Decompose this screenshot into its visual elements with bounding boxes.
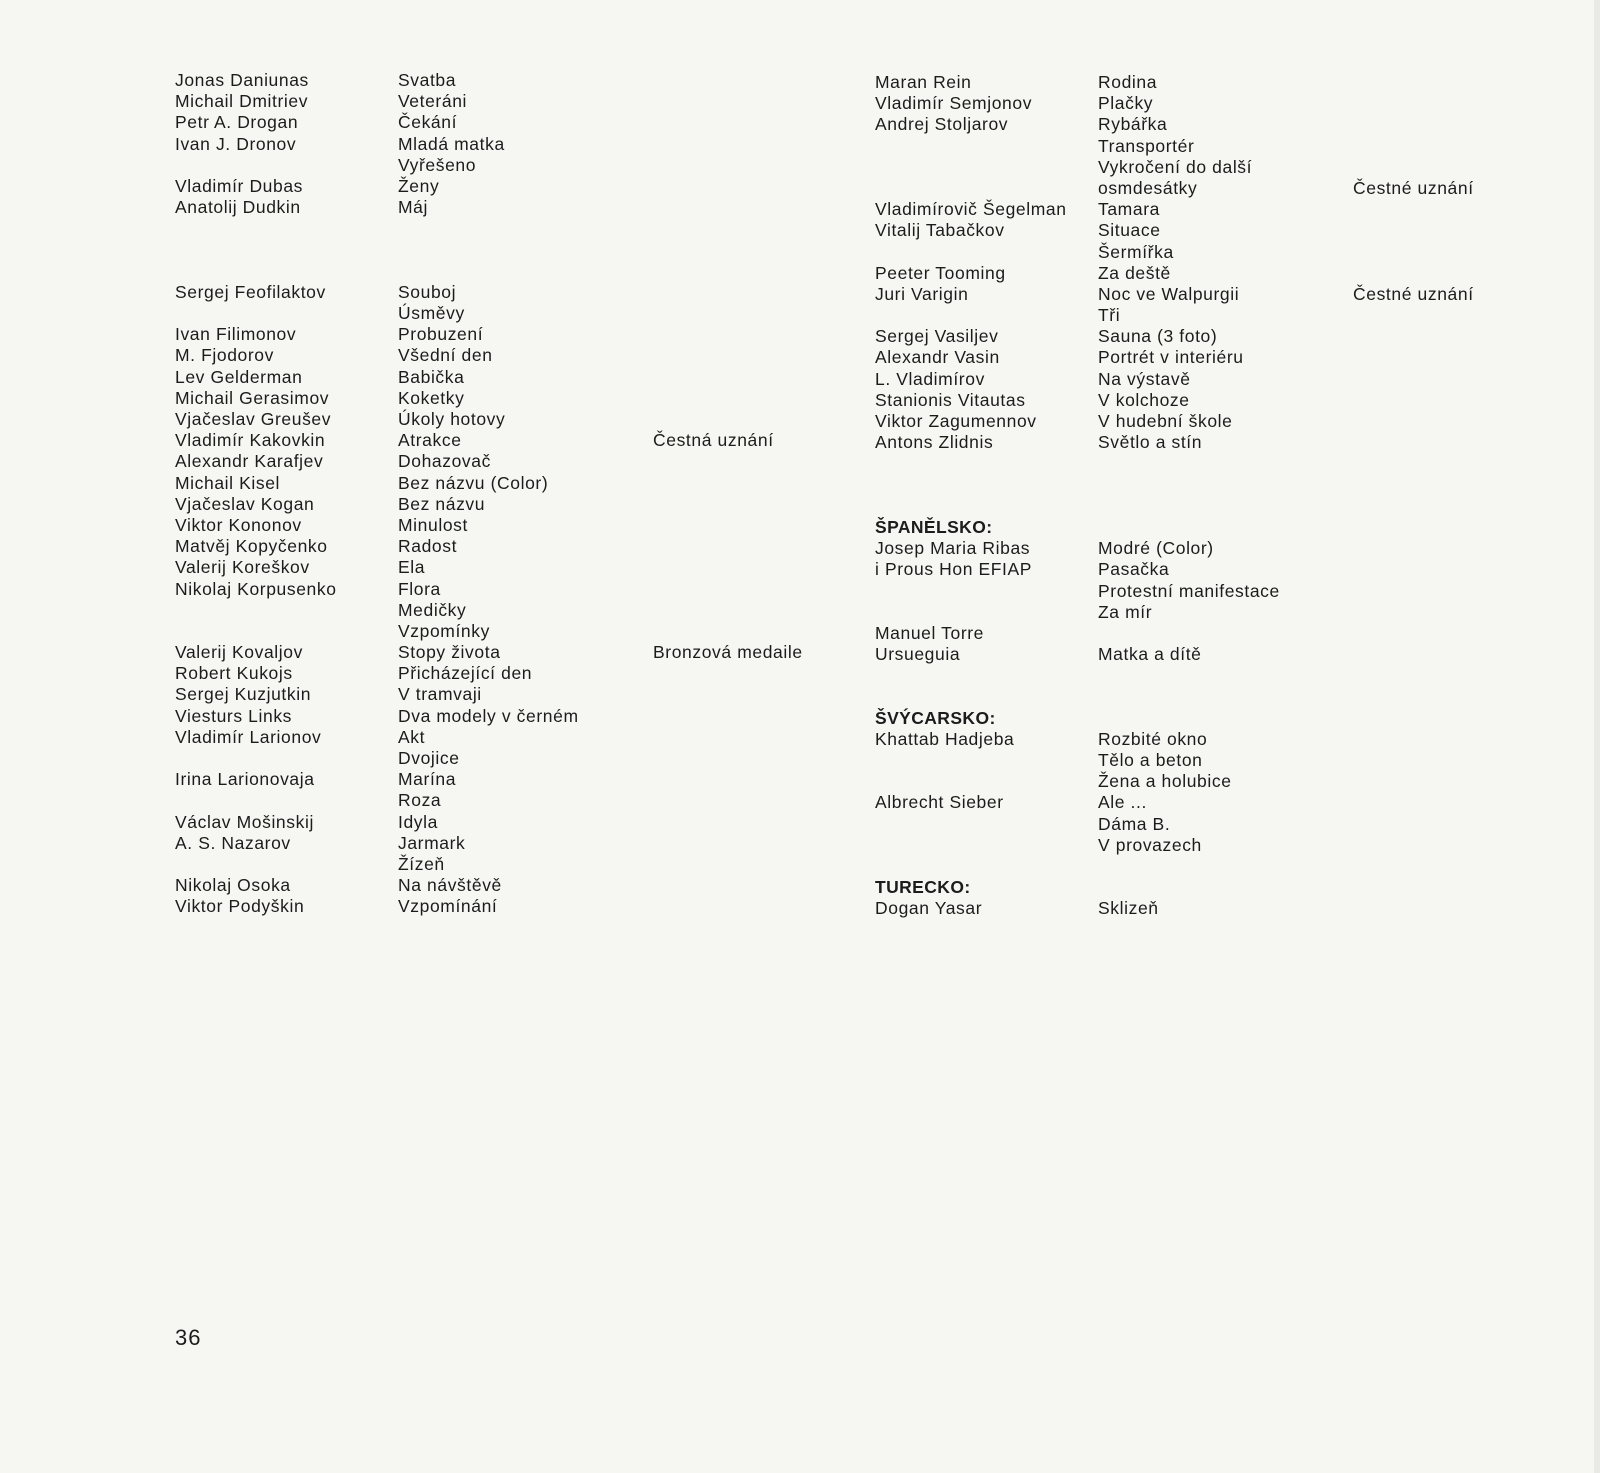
author-name: Michail Kisel xyxy=(175,472,281,493)
photo-title: Marína xyxy=(398,769,457,790)
author-name xyxy=(175,621,337,642)
award xyxy=(1353,93,1474,114)
award xyxy=(653,134,803,155)
photo-title: Souboj xyxy=(398,281,457,302)
author-name xyxy=(875,581,1067,602)
award xyxy=(1353,157,1474,178)
photo-title: Dvojice xyxy=(398,748,460,768)
award xyxy=(653,324,803,345)
photo-title: Rozbité okno xyxy=(1098,728,1208,749)
author-name: Anatolij Dudkin xyxy=(175,197,301,218)
author-name xyxy=(875,750,1067,771)
photo-title xyxy=(1098,623,1280,644)
author-name xyxy=(175,261,337,282)
author-name xyxy=(875,814,1067,835)
author-name: Ivan J. Dronov xyxy=(175,133,297,154)
award xyxy=(653,218,803,239)
photo-title: V provazech xyxy=(1098,834,1202,855)
award xyxy=(653,261,803,282)
photo-title xyxy=(1098,877,1280,898)
author-name xyxy=(875,475,1067,496)
author-name xyxy=(175,240,337,261)
author-name: Dogan Yasar xyxy=(875,898,983,919)
photo-title xyxy=(1098,517,1280,538)
photo-title: Protestní manifestace xyxy=(1098,580,1280,601)
author-name xyxy=(875,602,1067,623)
award: Bronzová medaile xyxy=(653,642,803,663)
author-name: Jonas Daniunas xyxy=(175,70,309,90)
award xyxy=(653,473,803,494)
author-name: Ivan Filimonov xyxy=(175,324,297,345)
photo-title xyxy=(1098,475,1280,496)
photo-title: Atrakce xyxy=(398,430,462,451)
photo-title: Šermířka xyxy=(1098,241,1174,262)
photo-title: Ela xyxy=(398,557,426,578)
author-name: Viesturs Links xyxy=(175,705,293,726)
author-name: L. Vladimírov xyxy=(875,368,985,389)
award xyxy=(1353,114,1474,135)
author-name xyxy=(175,854,337,875)
photo-title: Bez názvu (Color) xyxy=(398,472,549,493)
photo-title xyxy=(1098,856,1280,877)
left-awards-column xyxy=(653,70,803,663)
photo-title: Přicházející den xyxy=(398,663,533,684)
author-name: Vladimír Kakovkin xyxy=(175,430,326,451)
award xyxy=(653,388,803,409)
photo-title: Portrét v interiéru xyxy=(1098,347,1244,368)
photo-title xyxy=(1098,453,1280,474)
photo-title: Flora xyxy=(398,578,441,599)
author-name xyxy=(875,157,1067,178)
author-name: Ursueguia xyxy=(875,644,961,665)
photo-title: Dva modely v černém xyxy=(398,705,579,726)
photo-title xyxy=(1098,708,1280,729)
right-titles-column xyxy=(1098,72,1280,920)
award xyxy=(653,621,803,642)
author-name: Albrecht Sieber xyxy=(875,792,1004,813)
author-name xyxy=(875,856,1067,877)
award xyxy=(653,345,803,366)
author-name: Viktor Podyškin xyxy=(175,896,305,917)
award xyxy=(653,303,803,324)
photo-title: Úsměvy xyxy=(398,303,465,324)
photo-title: Koketky xyxy=(398,387,465,408)
photo-title: Světlo a stín xyxy=(1098,432,1203,453)
right-awards-column xyxy=(1353,72,1474,305)
author-name xyxy=(875,835,1067,856)
photo-title: Žena a holubice xyxy=(1098,771,1232,792)
award xyxy=(1353,72,1474,93)
author-name: Vladimírovič Šegelman xyxy=(875,199,1067,220)
author-name xyxy=(875,136,1067,157)
author-name xyxy=(175,218,337,239)
photo-title: Idyla xyxy=(398,811,438,832)
award: Čestné uznání xyxy=(1353,177,1474,198)
author-name xyxy=(175,303,337,324)
page-number: 36 xyxy=(175,1325,202,1350)
author-name: Vjačeslav Kogan xyxy=(175,493,315,514)
right-names-column xyxy=(875,72,1067,920)
author-name xyxy=(875,242,1067,263)
author-name: Irina Larionovaja xyxy=(175,769,315,790)
photo-title: Tři xyxy=(1098,305,1121,326)
country-heading: ŠPANĚLSKO: xyxy=(875,516,993,537)
award xyxy=(1353,199,1474,220)
photo-title: Na návštěvě xyxy=(398,875,502,896)
author-name: Alexandr Karafjev xyxy=(175,451,324,472)
photo-title: Dohazovač xyxy=(398,451,491,472)
photo-title: Sauna (3 foto) xyxy=(1098,326,1218,347)
award xyxy=(653,70,803,91)
photo-title: Mladá matka xyxy=(398,133,505,154)
photo-title xyxy=(398,240,579,261)
author-name: Andrej Stoljarov xyxy=(875,114,1009,135)
photo-title xyxy=(1098,686,1280,707)
award xyxy=(653,536,803,557)
author-name xyxy=(175,748,337,769)
photo-title: Modré (Color) xyxy=(1098,538,1214,559)
award xyxy=(653,579,803,600)
photo-title: osmdesátky xyxy=(1098,177,1198,198)
author-name: Vladimír Larionov xyxy=(175,726,322,747)
award xyxy=(653,515,803,536)
award xyxy=(653,557,803,578)
photo-title xyxy=(398,218,579,239)
author-name: Nikolaj Osoka xyxy=(175,875,291,896)
author-name: Juri Varigin xyxy=(875,283,969,304)
photo-title: Jarmark xyxy=(398,832,466,853)
award xyxy=(1353,220,1474,241)
author-name: Vladimír Dubas xyxy=(175,175,304,196)
author-name: Michail Gerasimov xyxy=(175,387,330,408)
photo-title: Veteráni xyxy=(398,91,468,112)
award xyxy=(653,91,803,112)
author-name xyxy=(875,178,1067,199)
author-name xyxy=(175,155,337,176)
author-name: Vladimír Semjonov xyxy=(875,93,1033,114)
photo-title: Tělo a beton xyxy=(1098,750,1203,770)
author-name: Manuel Torre xyxy=(875,622,985,643)
left-titles-column xyxy=(398,70,579,918)
photo-title: Vzpomínky xyxy=(398,620,490,641)
author-name: Valerij Koreškov xyxy=(175,557,310,578)
photo-title: Probuzení xyxy=(398,324,484,345)
award xyxy=(653,197,803,218)
photo-title: Matka a dítě xyxy=(1098,644,1202,665)
photo-title: Rodina xyxy=(1098,72,1158,92)
author-name xyxy=(875,305,1067,326)
photo-title: Vykročení do další xyxy=(1098,156,1253,177)
photo-title: Transportér xyxy=(1098,135,1195,156)
award xyxy=(653,494,803,515)
photo-title xyxy=(1098,665,1280,686)
photo-title: V kolchoze xyxy=(1098,389,1190,410)
photo-title: Svatba xyxy=(398,70,457,90)
author-name xyxy=(875,496,1067,517)
photo-title: Na výstavě xyxy=(1098,368,1191,389)
author-name: Michail Dmitriev xyxy=(175,91,309,112)
author-name xyxy=(175,600,337,621)
author-name: Viktor Zagumennov xyxy=(875,411,1037,431)
author-name: Matvěj Kopyčenko xyxy=(175,536,328,557)
award xyxy=(653,367,803,388)
author-name: Václav Mošinskij xyxy=(175,811,314,832)
photo-title: Máj xyxy=(398,197,428,218)
author-name: Alexandr Vasin xyxy=(875,347,1000,368)
photo-title xyxy=(398,261,579,282)
award xyxy=(1353,136,1474,157)
award xyxy=(1353,263,1474,284)
photo-title: Akt xyxy=(398,726,426,747)
author-name xyxy=(175,790,337,811)
photo-title: Rybářka xyxy=(1098,114,1168,135)
author-name: i Prous Hon EFIAP xyxy=(875,559,1033,580)
author-name: Petr A. Drogan xyxy=(175,112,299,133)
author-name xyxy=(875,771,1067,792)
award xyxy=(653,451,803,472)
award xyxy=(653,409,803,430)
author-name: Robert Kukojs xyxy=(175,663,293,684)
author-name: Viktor Kononov xyxy=(175,514,302,535)
author-name: Valerij Kovaljov xyxy=(175,642,303,663)
author-name xyxy=(875,686,1067,707)
photo-title: Ženy xyxy=(398,175,440,196)
award: Čestné uznání xyxy=(1353,283,1474,304)
photo-title xyxy=(1098,496,1280,517)
left-names-column xyxy=(175,70,337,918)
photo-title: Bez názvu xyxy=(398,493,486,514)
award xyxy=(653,176,803,197)
author-name: Vjačeslav Greušev xyxy=(175,409,332,429)
author-name: Maran Rein xyxy=(875,72,972,92)
author-name: Vitalij Tabačkov xyxy=(875,220,1005,241)
photo-title: Za deště xyxy=(1098,262,1171,283)
author-name: Sergej Feofilaktov xyxy=(175,281,326,302)
award xyxy=(1353,242,1474,263)
award xyxy=(653,600,803,621)
photo-title: Sklizeň xyxy=(1098,898,1159,919)
photo-title: Medičky xyxy=(398,599,467,620)
author-name: Lev Gelderman xyxy=(175,366,303,387)
photo-title: Tamara xyxy=(1098,199,1160,220)
photo-title: Čekání xyxy=(398,112,458,133)
photo-title: Babička xyxy=(398,366,465,387)
photo-title: Stopy života xyxy=(398,642,501,663)
photo-title: V tramvaji xyxy=(398,684,482,705)
author-name: Nikolaj Korpusenko xyxy=(175,578,337,599)
photo-title: Minulost xyxy=(398,514,468,535)
author-name: Peeter Tooming xyxy=(875,262,1006,283)
photo-title: Za mír xyxy=(1098,601,1153,622)
author-name: M. Fjodorov xyxy=(175,345,274,366)
photo-title: V hudební škole xyxy=(1098,411,1233,431)
photo-title: Radost xyxy=(398,536,458,557)
photo-title: Všední den xyxy=(398,345,493,366)
award xyxy=(653,155,803,176)
author-name: A. S. Nazarov xyxy=(175,832,291,853)
page-edge xyxy=(1594,0,1600,1473)
photo-title: Pasačka xyxy=(1098,559,1170,580)
author-name: Antons Zlidnis xyxy=(875,432,994,453)
photo-title: Úkoly hotovy xyxy=(398,409,506,429)
award: Čestná uznání xyxy=(653,430,774,451)
photo-title: Plačky xyxy=(1098,93,1154,114)
author-name: Sergej Kuzjutkin xyxy=(175,684,312,705)
author-name: Stanionis Vitautas xyxy=(875,389,1026,410)
country-heading: TURECKO: xyxy=(875,877,971,898)
award xyxy=(653,112,803,133)
photo-title: Noc ve Walpurgii xyxy=(1098,283,1240,304)
author-name: Sergej Vasiljev xyxy=(875,326,999,347)
photo-title: Roza xyxy=(398,790,442,811)
photo-title: Situace xyxy=(1098,220,1161,241)
award xyxy=(653,282,803,303)
author-name: Khattab Hadjeba xyxy=(875,728,1015,749)
photo-title: Vyřešeno xyxy=(398,154,477,175)
photo-title: Dáma B. xyxy=(1098,813,1171,834)
photo-title: Vzpomínání xyxy=(398,896,498,917)
photo-title: Ale ... xyxy=(1098,792,1147,813)
award xyxy=(653,240,803,261)
country-heading: ŠVÝCARSKO: xyxy=(875,707,996,728)
author-name: Josep Maria Ribas xyxy=(875,538,1031,559)
author-name xyxy=(875,665,1067,686)
author-name xyxy=(875,453,1067,474)
photo-title: Žízeň xyxy=(398,853,445,874)
